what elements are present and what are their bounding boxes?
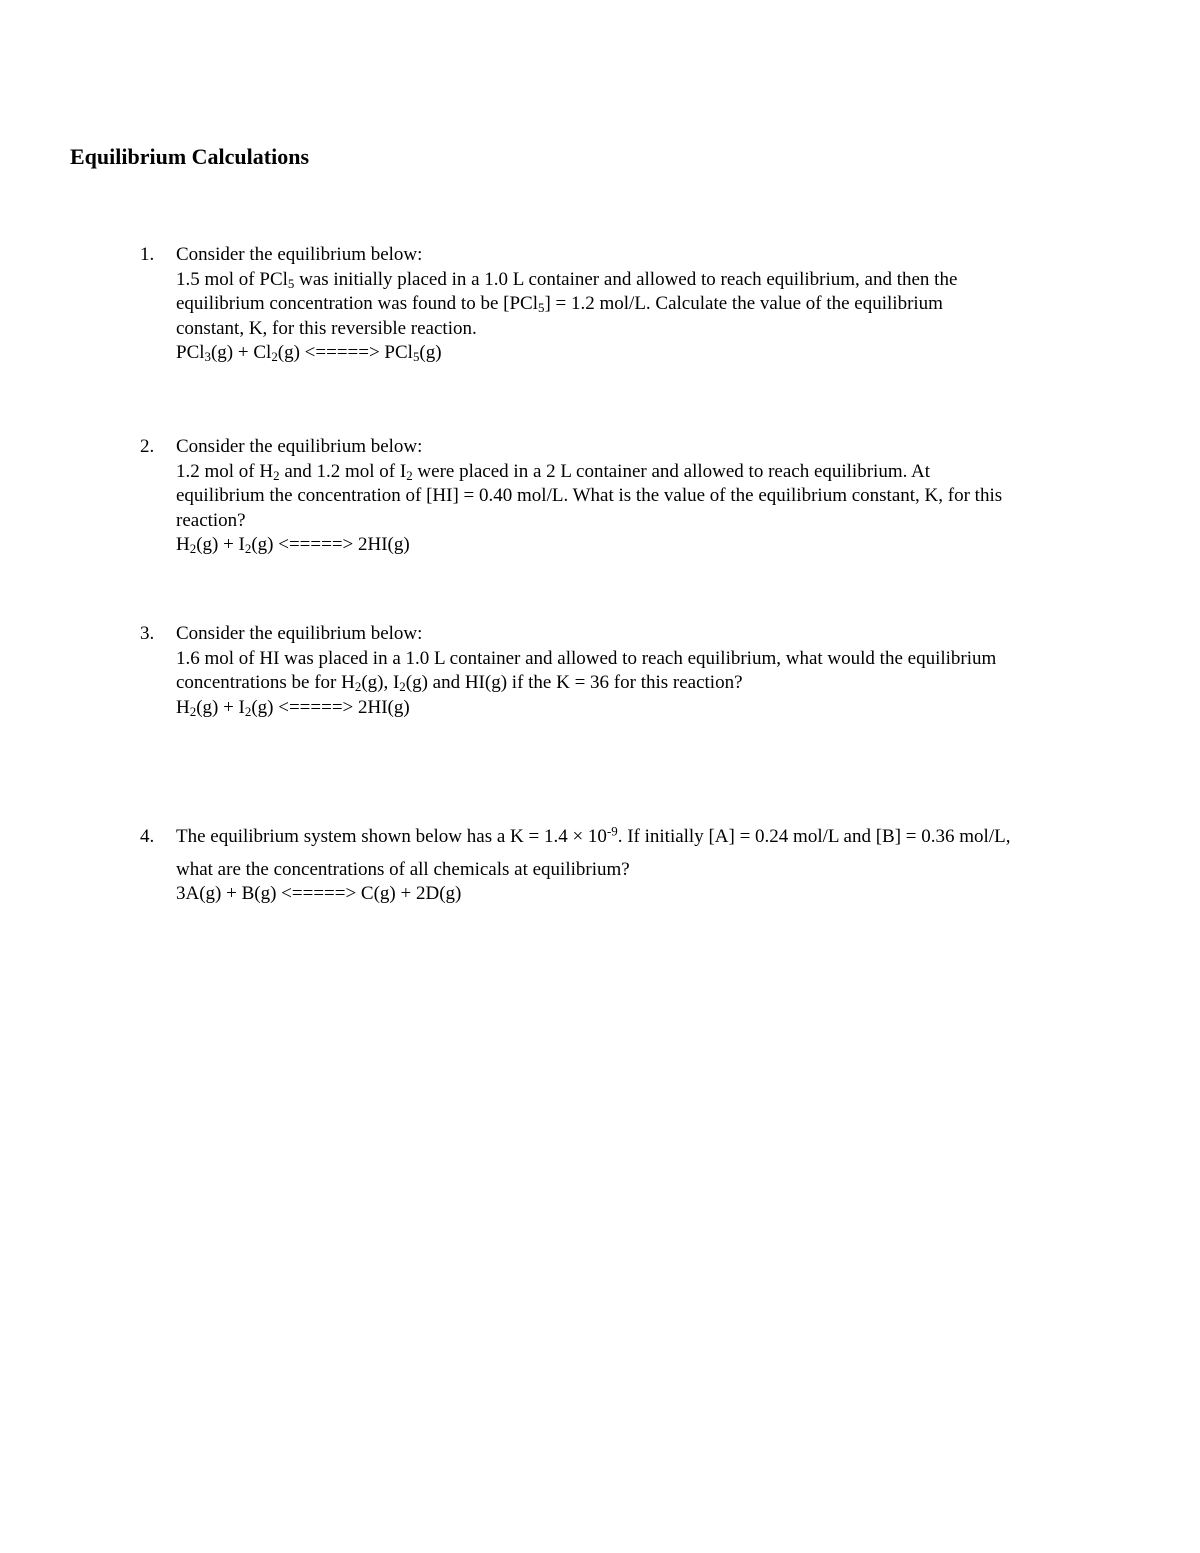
question-1 <box>140 243 1140 366</box>
question-line: equilibrium concentration was found to be [PCl$_5$] = 1.2 mol/L. Calculate the value of the equilibrium <box>176 293 943 316</box>
reaction-equation: $PCl_3(g) + Cl_2(g)$ <=====> PCl$_5$(g) <box>176 342 442 365</box>
question-line: Consider the equilibrium below: <box>176 436 423 457</box>
question-line: reaction? <box>176 509 246 531</box>
question-number: 4. <box>140 826 155 847</box>
question-line: equilibrium the concentration of [HI] = 0.40 mol/L. What is the value of the equilibrium constant, K, for this <box>176 485 1003 506</box>
question-line: 1.2 mol of $H_2$ and 1.2 mol of $I_2$ were placed in a 2 L container and allowed to reach equilibrium. At <box>176 460 931 483</box>
reaction-equation: 3A(g) + B(g) <=====> C(g) + 2D(g) <box>176 883 462 904</box>
question-body <box>176 825 1140 907</box>
question-body <box>176 435 1140 558</box>
question-body <box>176 622 1140 720</box>
reaction-equation: $H_2(g) + I_2(g)$ <=====> 2HI(g) <box>176 696 410 719</box>
question-number: 2. <box>140 436 155 457</box>
question-line: The equilibrium system shown below has a $K = 1.4 \times 10^{-9}$. If initially [A] = 0.24 mol/L and [B] = 0.36 mol/L, <box>176 823 1011 847</box>
question-line: Consider the equilibrium below: <box>176 244 423 265</box>
question-4 <box>140 825 1140 907</box>
question-number: 3. <box>140 623 155 644</box>
page-title: Equilibrium Calculations <box>70 144 310 169</box>
reaction-equation: $H_2(g) + I_2(g)$ <=====> 2HI(g) <box>176 534 410 557</box>
question-body <box>176 243 1140 366</box>
question-line: Consider the equilibrium below: <box>176 623 423 644</box>
question-line: concentrations be for $H_2(g)$, $I_2(g)$ and HI(g) if the K = 36 for this reaction? <box>176 672 743 695</box>
question-number: 1. <box>140 244 155 265</box>
question-line: constant, K, for this reversible reaction. <box>176 317 477 339</box>
question-line: 1.6 mol of HI was placed in a 1.0 L container and allowed to reach equilibrium, what would the equilibrium <box>176 647 997 669</box>
question-2 <box>140 435 1140 558</box>
question-line: 1.5 mol of PCl$_5$ was initially placed in a 1.0 L container and allowed to reach equilibrium, and then the <box>176 268 958 291</box>
question-line: what are the concentrations of all chemicals at equilibrium? <box>176 858 630 880</box>
question-3 <box>140 622 1140 720</box>
